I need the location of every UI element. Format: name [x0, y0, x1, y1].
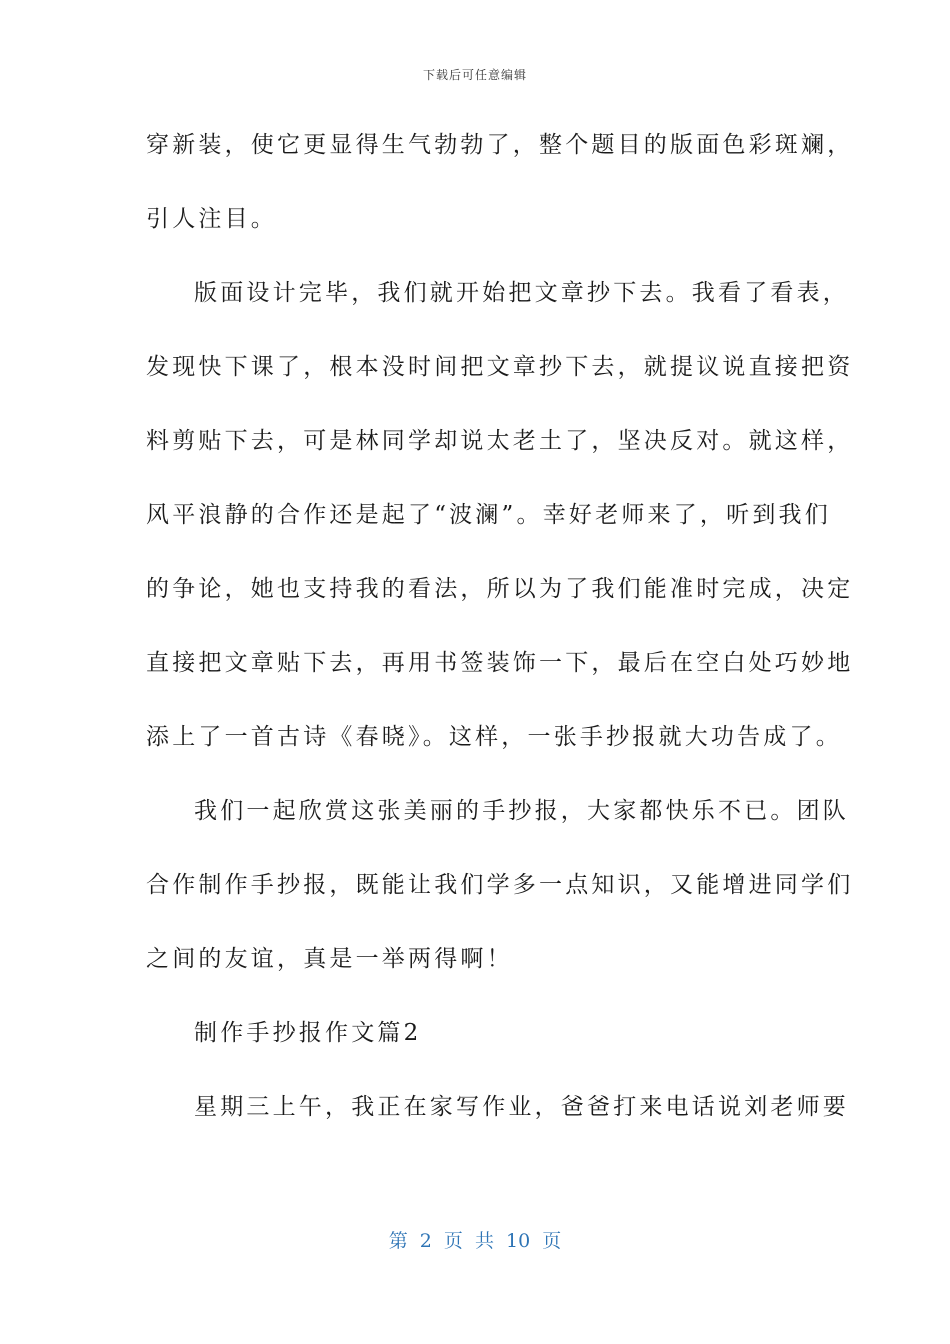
text-line: 合作制作手抄报，既能让我们学多一点知识，又能增进同学们	[146, 872, 854, 898]
text-line: 料剪贴下去，可是林同学却说太老土了，坚决反对。就这样，	[146, 428, 854, 454]
page-header: 下载后可任意编辑	[422, 68, 527, 82]
text-line: 发现快下课了，根本没时间把文章抄下去，就提议说直接把资	[146, 354, 854, 380]
section-heading: 制作手抄报作文篇2	[194, 1020, 422, 1046]
paragraph-start-line: 星期三上午，我正在家写作业，爸爸打来电话说刘老师要	[194, 1094, 849, 1120]
text-line: 直接把文章贴下去，再用书签装饰一下，最后在空白处巧妙地	[146, 650, 854, 676]
text-line: 添上了一首古诗《春晓》。这样，一张手抄报就大功告成了。	[146, 724, 842, 750]
paragraph-start-line: 版面设计完毕，我们就开始把文章抄下去。我看了看表，	[194, 280, 849, 306]
text-line: 的争论，她也支持我的看法，所以为了我们能准时完成，决定	[146, 576, 854, 602]
text-line: 之间的友谊，真是一举两得啊！	[146, 946, 513, 972]
document-body	[146, 120, 854, 1156]
text-line: 风平浪静的合作还是起了“波澜”。幸好老师来了，听到我们	[146, 502, 831, 528]
text-line: 引人注目。	[146, 206, 277, 232]
page-number-footer: 第 2 页 共 10 页	[388, 1230, 562, 1252]
paragraph-start-line: 我们一起欣赏这张美丽的手抄报，大家都快乐不已。团队	[194, 798, 849, 824]
text-line: 穿新装，使它更显得生气勃勃了，整个题目的版面色彩斑斓，	[146, 132, 854, 158]
